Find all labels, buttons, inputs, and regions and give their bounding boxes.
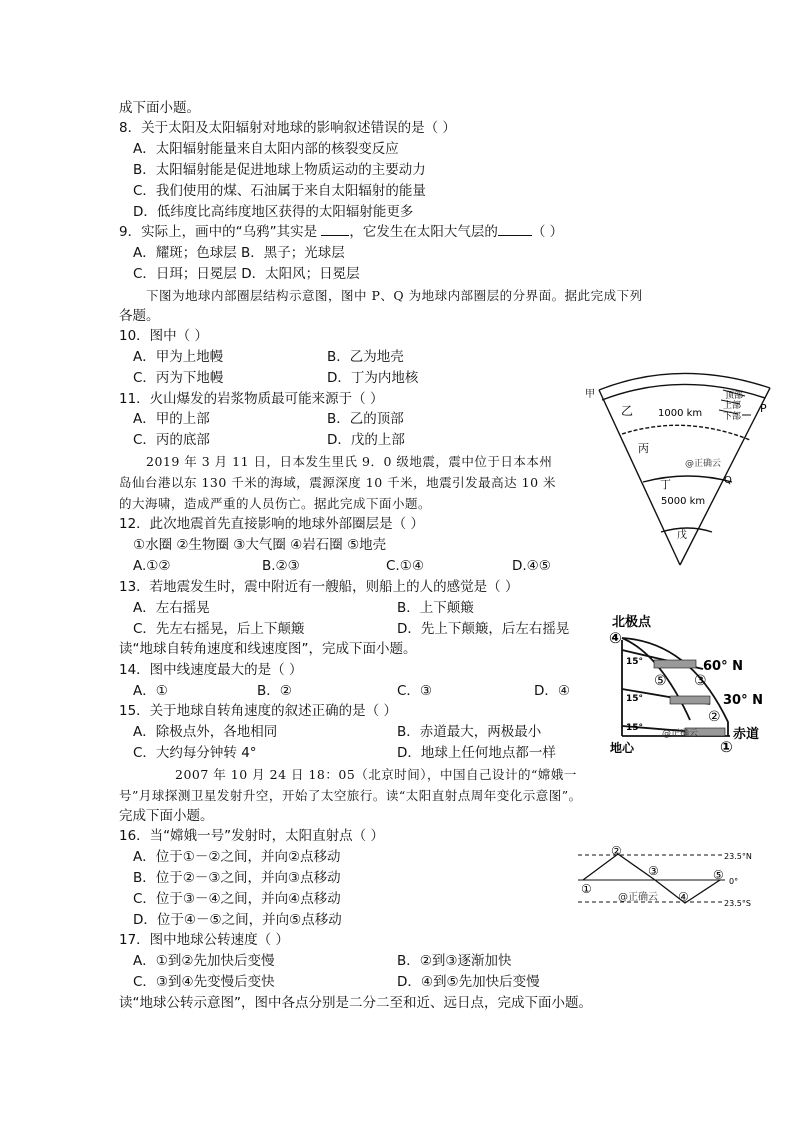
q9-blank-2 (498, 235, 532, 236)
q13-option-b: B．上下颠簸 (397, 600, 474, 616)
watermark: @正确云 (662, 729, 699, 739)
q13-option-c: C．先左右摇晃，后上下颠簸 (133, 621, 305, 637)
label-0: 0° (729, 877, 739, 886)
q9-blank-1 (321, 235, 349, 236)
deg-30: 15° (626, 694, 644, 704)
earth-interior-figure (575, 360, 780, 575)
q15-option-c: C．大约每分钟转 4° (133, 745, 257, 761)
rotation-speed-figure (600, 612, 778, 760)
intro-change-line2: 号”月球探测卫星发射升空，开始了太空旅行。读“太阳直射点周年变化示意图”。 (119, 788, 582, 803)
label-upper: 上部 (723, 401, 742, 411)
label-30n: 30° N (723, 693, 763, 708)
q15-stem: 15．关于地球自转角速度的叙述正确的是（ ） (119, 703, 397, 719)
q14-option-c: C．③ (397, 683, 433, 699)
q12-option-d: D.④⑤ (512, 558, 551, 574)
q8-option-c: C．我们使用的煤、石油属于来自太阳辐射的能量 (133, 183, 426, 199)
closing-intro: 读“地球公转示意图”，图中各点分别是二分二至和近、远日点，完成下面小题。 (119, 995, 592, 1011)
label-q: Q (724, 475, 732, 486)
q10-stem: 10．图中（ ） (119, 328, 208, 344)
q17-option-b: B．②到③逐渐加快 (397, 953, 512, 969)
intro-change-line3: 完成下面小题。 (119, 808, 214, 824)
q8-stem: 8．关于太阳及太阳辐射对地球的影响叙述错误的是（ ） (119, 120, 456, 136)
q17-stem: 17．图中地球公转速度（ ） (119, 932, 289, 948)
q10-option-d: D．丁为内地核 (327, 370, 419, 386)
point-5: ⑤ (713, 868, 724, 882)
q9-stem-a: 9．实际上，画中的“乌鸦”其实是 (119, 224, 322, 240)
q-arc (622, 425, 750, 440)
q11-stem: 11．火山爆发的岩浆物质最可能来源于（ ） (119, 391, 384, 407)
q16-option-c: C．位于③－④之间，并向④点移动 (133, 891, 341, 907)
point-3: ③ (648, 864, 659, 878)
q8-option-d: D．低纬度比高纬度地区获得的太阳辐射能更多 (133, 204, 414, 220)
q13-stem: 13．若地震发生时，震中附近有一艘船，则船上的人的感觉是（ ） (119, 579, 519, 595)
q11-option-a: A．甲的上部 (133, 411, 210, 427)
watermark: @正确云 (685, 459, 722, 469)
intro-tail: 成下面小题。 (119, 100, 200, 116)
point-2: ② (611, 844, 622, 858)
q11-option-c: C．丙的底部 (133, 432, 210, 448)
deg-60: 15° (626, 657, 644, 667)
label-5000km: 5000 km (661, 496, 706, 507)
q15-option-a: A．除极点外，各地相同 (133, 724, 278, 740)
q13-option-d: D．先上下颠簸，后左右摇晃 (397, 621, 570, 637)
label-bing: 丙 (638, 442, 649, 455)
hatch-30 (670, 696, 710, 704)
q16-stem: 16．当“嫦娥一号”发射时，太阳直射点（ ） (119, 828, 384, 844)
q12-stem: 12．此次地震首先直接影响的地球外部圈层是（ ） (119, 516, 424, 532)
label-23s: 23.5°S (724, 899, 751, 908)
point-4: ④ (678, 890, 689, 904)
hatch-60 (654, 660, 696, 668)
num-3: ③ (694, 673, 707, 689)
q9-stem-b: ，它发生在太阳大气层的 (349, 224, 498, 240)
intro-interior-line1: 下图为地球内部圈层结构示意图，图中 P、Q 为地球内部圈层的分界面。据此完成下列 (146, 288, 643, 303)
q11-option-d: D．戊的上部 (327, 432, 405, 448)
q12-option-c: C.①④ (386, 558, 424, 574)
q13-option-a: A．左右摇晃 (133, 600, 210, 616)
core-arc (643, 476, 732, 482)
point-1: ① (581, 882, 592, 896)
q15-option-b: B．赤道最大，两极最小 (397, 724, 542, 740)
label-lower: 下部 (723, 412, 742, 422)
intro-rotation: 读“地球自转角速度和线速度图”，完成下面小题。 (119, 641, 417, 657)
intro-quake-line1: 2019 年 3 月 11 日，日本发生里氏 9．0 级地震，震中位于日本本州 (146, 454, 553, 469)
intro-change-line1: 2007 年 10 月 24 日 18：05（北京时间），中国自己设计的“嫦娥一 (175, 767, 577, 782)
q14-stem: 14．图中线速度最大的是（ ） (119, 662, 303, 678)
outer-arc (599, 373, 770, 390)
q17-option-d: D．④到⑤先加快后变慢 (397, 974, 540, 990)
q14-option-a: A．① (133, 683, 168, 699)
q17-option-c: C．③到④先变慢后变快 (133, 974, 275, 990)
label-23n: 23.5°N (724, 852, 752, 861)
q10-option-c: C．丙为下地幔 (133, 370, 224, 386)
q14-option-b: B．② (257, 683, 292, 699)
label-equator: 赤道 (733, 727, 760, 742)
label-p: P (760, 402, 767, 415)
q12-items: ①水圈 ②生物圈 ③大气圈 ④岩石圈 ⑤地壳 (133, 537, 387, 553)
label-north-pole: 北极点 (612, 615, 652, 630)
label-center: 地心 (610, 741, 635, 755)
q17-option-a: A．①到②先加快后变慢 (133, 953, 275, 969)
label-top: 顶部 (725, 391, 744, 401)
intro-quake-line2: 岛仙台港以东 130 千米的海域，震源深度 10 千米，地震引发最高达 10 米 (119, 475, 557, 490)
q11-option-b: B．乙的顶部 (327, 411, 404, 427)
subsolar-point-figure (575, 843, 775, 909)
num-5: ⑤ (654, 673, 667, 689)
q8-option-b: B．太阳辐射能是促进地球上物质运动的主要动力 (133, 162, 426, 178)
deg-eq: 15° (626, 723, 644, 733)
intro-interior-line2: 各题。 (119, 308, 160, 324)
q8-option-a: A．太阳辐射能量来自太阳内部的核裂变反应 (133, 141, 399, 157)
num-1: ① (720, 738, 733, 756)
label-wu: 戊 (677, 530, 687, 541)
q14-option-d: D．④ (534, 683, 570, 699)
q10-option-a: A．甲为上地幔 (133, 349, 224, 365)
label-jia: 甲 (585, 389, 595, 400)
label-yi: 乙 (621, 404, 634, 418)
q9-stem (119, 223, 563, 241)
q12-option-a: A.①② (133, 558, 171, 574)
watermark: @正确云 (618, 892, 658, 903)
label-60n: 60° N (703, 659, 743, 674)
label-ding: 丁 (660, 478, 671, 491)
q9-stem-c: （ ） (531, 224, 564, 240)
q9-options-cd: C．日珥；日冕层 D．太阳风；日冕层 (133, 266, 360, 282)
q9-options-ab: A．耀斑；色球层 B．黑子；光球层 (133, 245, 345, 261)
intro-quake-line3: 的大海啸，造成严重的人员伤亡。据此完成下面小题。 (119, 496, 432, 511)
q10-option-b: B．乙为地壳 (327, 349, 404, 365)
label-1000km: 1000 km (658, 408, 703, 419)
q16-option-a: A．位于①－②之间，并向②点移动 (133, 849, 341, 865)
num-2: ② (708, 709, 721, 725)
q16-option-d: D．位于④－⑤之间，并向⑤点移动 (133, 912, 342, 928)
q15-option-d: D．地球上任何地点都一样 (397, 745, 556, 761)
q16-option-b: B．位于②－③之间，并向③点移动 (133, 870, 341, 886)
q12-option-b: B.②③ (262, 558, 300, 574)
num-4: ④ (609, 629, 622, 647)
